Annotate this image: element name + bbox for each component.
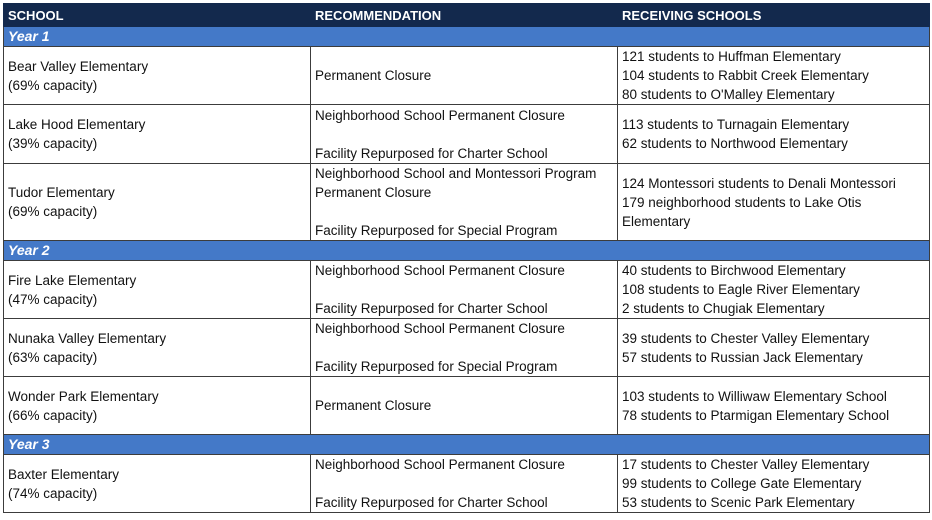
school-cell [4, 455, 311, 513]
receiving-line: 108 students to Eagle River Elementary [622, 282, 860, 297]
receiving-cell [618, 377, 930, 435]
receiving-cell [618, 47, 930, 105]
school-name: Tudor Elementary [8, 185, 115, 200]
header-recommendation: RECOMMENDATION [311, 4, 618, 27]
table-row [4, 47, 930, 105]
year-label: Year 2 [4, 241, 930, 261]
school-name: Bear Valley Elementary [8, 58, 149, 74]
school-cell [4, 164, 311, 241]
year-row [4, 27, 930, 47]
recommendation-cell [311, 164, 618, 241]
receiving-line: 62 students to Northwood Elementary [622, 136, 848, 151]
table-row [4, 377, 930, 435]
receiving-cell [618, 164, 930, 241]
receiving-line: 78 students to Ptarmigan Elementary School [622, 407, 890, 423]
recommendation-cell [311, 455, 618, 513]
receiving-line: 103 students to Williwaw Elementary School [622, 388, 887, 404]
receiving-line: 53 students to Scenic Park Elementary [622, 495, 855, 510]
receiving-line: 104 students to Rabbit Creek Elementary [622, 68, 869, 83]
recommendation-line: Facility Repurposed for Special Program [315, 223, 558, 238]
receiving-line: 179 neighborhood students to Lake Otis [622, 194, 862, 210]
receiving-line: 39 students to Chester Valley Elementary [622, 330, 870, 346]
recommendation-line: Neighborhood School Permanent Closure [315, 263, 565, 278]
school-closure-table [3, 3, 930, 513]
receiving-line: 99 students to College Gate Elementary [622, 476, 862, 491]
school-cell [4, 377, 311, 435]
school-cell [4, 105, 311, 164]
receiving-cell [618, 105, 930, 164]
school-name: Wonder Park Elementary [8, 388, 159, 404]
recommendation-cell [311, 47, 618, 105]
school-capacity: (47% capacity) [8, 291, 98, 307]
recommendation-line: Facility Repurposed for Charter School [315, 495, 548, 510]
receiving-cell [618, 319, 930, 377]
recommendation-line: Facility Repurposed for Charter School [315, 145, 548, 161]
school-capacity: (66% capacity) [8, 407, 98, 423]
school-name: Lake Hood Elementary [8, 117, 146, 132]
header-school: SCHOOL [4, 4, 311, 27]
school-cell [4, 319, 311, 377]
recommendation-line: Neighborhood School Permanent Closure [315, 321, 565, 336]
recommendation-line: Neighborhood School Permanent Closure [315, 457, 565, 472]
recommendation-line: Neighborhood School and Montessori Program [315, 166, 597, 181]
school-capacity: (69% capacity) [8, 77, 98, 93]
receiving-line: Elementary [622, 213, 691, 229]
receiving-cell [618, 455, 930, 513]
recommendation-line: Permanent Closure [315, 185, 432, 200]
receiving-line: 17 students to Chester Valley Elementary [622, 457, 870, 472]
table-row [4, 164, 930, 241]
receiving-line: 124 Montessori students to Denali Montessori [622, 175, 896, 191]
school-name: Fire Lake Elementary [8, 272, 137, 288]
school-name: Baxter Elementary [8, 466, 120, 482]
school-cell [4, 261, 311, 319]
recommendation-line: Permanent Closure [315, 68, 432, 83]
recommendation-line: Neighborhood School Permanent Closure [315, 107, 565, 123]
header-receiving-schools: RECEIVING SCHOOLS [618, 4, 930, 27]
school-capacity: (63% capacity) [8, 349, 98, 365]
recommendation-cell [311, 377, 618, 435]
table-row [4, 105, 930, 164]
school-capacity: (69% capacity) [8, 204, 98, 219]
receiving-line: 57 students to Russian Jack Elementary [622, 349, 863, 365]
table-row [4, 319, 930, 377]
recommendation-line: Permanent Closure [315, 398, 432, 413]
recommendation-line: Facility Repurposed for Special Program [315, 359, 558, 374]
table-row [4, 261, 930, 319]
receiving-line: 2 students to Chugiak Elementary [622, 301, 825, 316]
recommendation-line: Facility Repurposed for Charter School [315, 301, 548, 316]
year-row [4, 241, 930, 261]
recommendation-cell [311, 261, 618, 319]
school-capacity: (74% capacity) [8, 485, 98, 501]
school-capacity: (39% capacity) [8, 136, 98, 151]
receiving-line: 113 students to Turnagain Elementary [622, 117, 850, 132]
recommendation-cell [311, 319, 618, 377]
year-row [4, 435, 930, 455]
receiving-line: 80 students to O'Malley Elementary [622, 87, 835, 102]
school-name: Nunaka Valley Elementary [8, 330, 167, 346]
year-label: Year 3 [4, 435, 930, 455]
recommendation-cell [311, 105, 618, 164]
year-label: Year 1 [4, 27, 930, 47]
receiving-line: 121 students to Huffman Elementary [622, 49, 841, 64]
receiving-cell [618, 261, 930, 319]
header-row [4, 4, 930, 27]
table-row [4, 455, 930, 513]
school-cell [4, 47, 311, 105]
receiving-line: 40 students to Birchwood Elementary [622, 263, 846, 278]
